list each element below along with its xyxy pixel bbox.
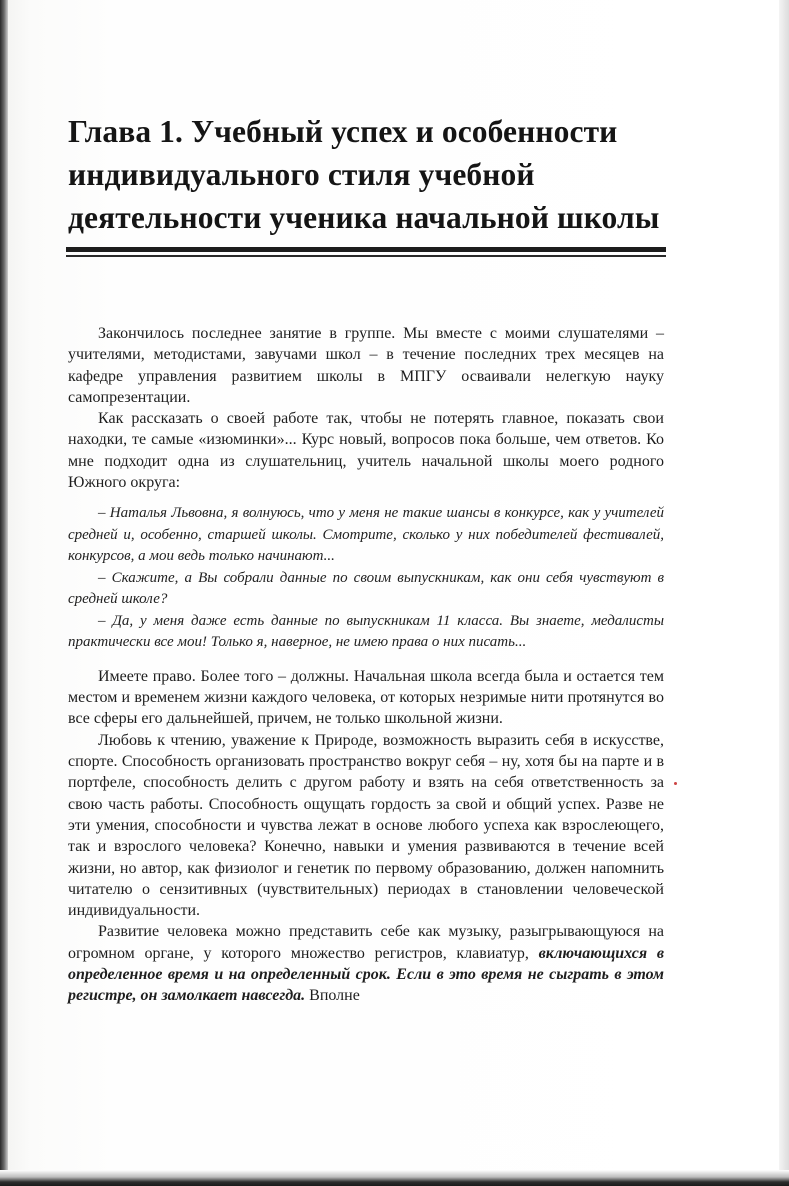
emphasized-text: включающихся в определенное время и на определенный срок. Если в это время не сыграть в этом регистре, он замолкает навсегда. bbox=[68, 944, 664, 1005]
scan-speck bbox=[674, 782, 677, 785]
paragraph bbox=[68, 921, 664, 1006]
book-spine-shadow bbox=[0, 0, 8, 1186]
title-rule-thin bbox=[66, 255, 666, 257]
chapter-title-line: индивидуального стиля учебной bbox=[68, 157, 535, 192]
paragraph: Любовь к чтению, уважение к Природе, возможность выразить себя в искусстве, спорте. Способность организовать пространство вокруг себя – ну, хотя бы на парте и в портфеле, способность делить с другом работу и взять на себя ответственность за свою часть работы. Способность ощущать гордость за свой и общий успех. Разве не эти умения, способности и чувства лежат в основе любого успеха как взрослеющего, так и взрослого человека? Конечно, навыки и умения развиваются в течение всей жизни, но автор, как физиолог и генетик по первому образованию, должен напомнить читателю о сензитивных (чувствительных) периодах в становлении человеческой индивидуальности. bbox=[68, 731, 664, 920]
chapter-title-line: Глава 1. Учебный успех и особенности bbox=[68, 114, 618, 149]
page-edge-shadow bbox=[779, 0, 789, 1186]
paragraph: Имеете право. Более того – должны. Начальная школа всегда была и остается тем местом и временем жизни каждого человека, от которых незримые нити протянутся во все сферы его дальнейшей, причем, не только школьной жизни. bbox=[68, 667, 664, 728]
chapter-title-line: деятельности ученика начальной школы bbox=[68, 200, 660, 235]
paragraph-text: Развитие человека можно представить себе как музыку, разыгрывающуюся на огромном органе, у которого множество регистров, клавиатур, bbox=[68, 923, 664, 962]
chapter-title bbox=[68, 110, 708, 239]
dialog-line: – Скажите, а Вы собрали данные по своим выпускникам, как они себя чувствуют в средней школе? bbox=[68, 569, 664, 608]
dialog-line: – Да, у меня даже есть данные по выпускникам 11 класса. Вы знаете, медалисты практически все мои! Только я, наверное, не имею права о них писать... bbox=[68, 612, 664, 651]
paragraph: Закончилось последнее занятие в группе. Мы вместе с моими слушателями – учителями, методистами, завучами школ – в течение последних трех месяцев на кафедре управления развитием школы в МПГУ осваивали нелегкую науку самопрезентации. bbox=[68, 325, 664, 406]
paragraph: Как рассказать о своей работе так, чтобы не потерять главное, показать свои находки, те самые «изюминки»... Курс новый, вопросов пока больше, чем ответов. Ко мне подходит одна из слушательниц, учитель начальной школы моего родного Южного округа: bbox=[68, 410, 664, 492]
title-rule-thick bbox=[66, 247, 666, 252]
paragraph-text: Вполне bbox=[305, 987, 360, 1005]
page-bottom-edge bbox=[0, 1170, 789, 1186]
dialog-line: – Наталья Львовна, я волнуюсь, что у меня не такие шансы в конкурсе, как у учителей средней и, особенно, старшей школы. Смотрите, сколько у них победителей фестивалей, конкурсов, а мои ведь только начинают... bbox=[68, 505, 664, 565]
body-text bbox=[68, 323, 664, 1007]
